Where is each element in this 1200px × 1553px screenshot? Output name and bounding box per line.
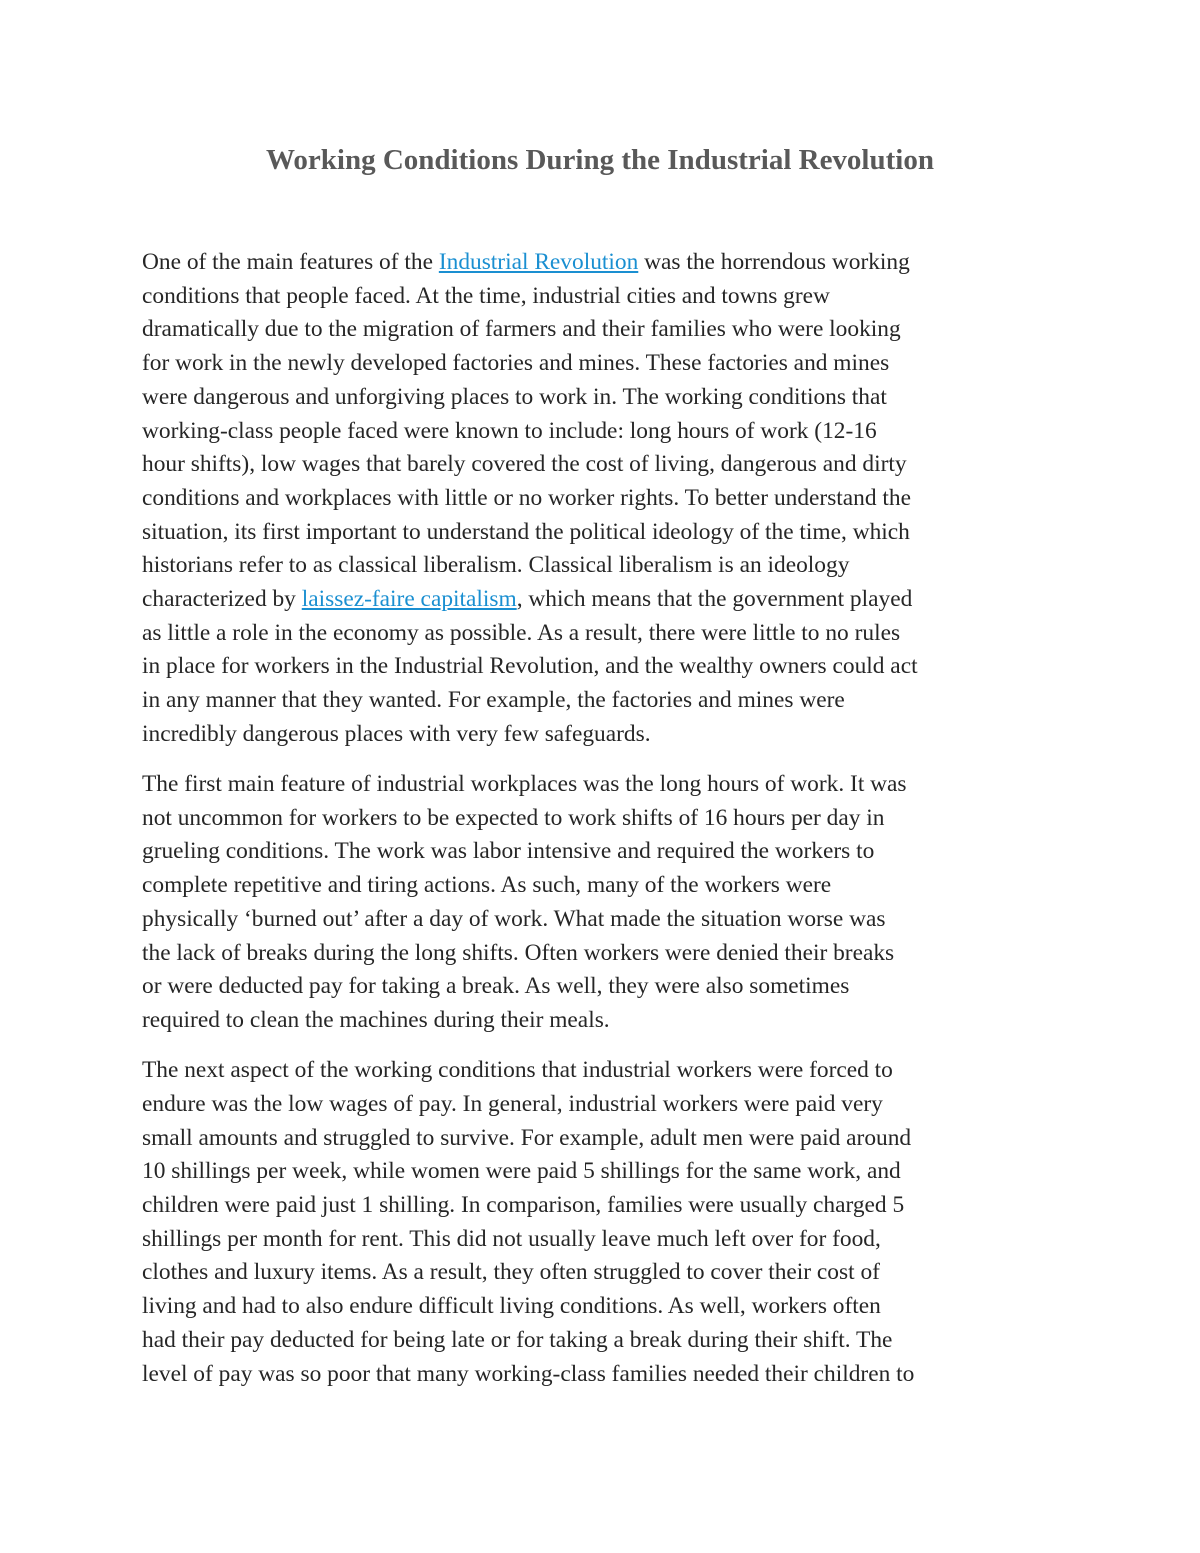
text-segment: One of the main features of the xyxy=(142,249,439,275)
text-line: situation, its first important to understand the political ideology of the time, which xyxy=(142,518,910,545)
text-line: dramatically due to the migration of farmers and their families who were looking xyxy=(142,316,901,343)
text-line: small amounts and struggled to survive. For example, adult men were paid around xyxy=(142,1124,912,1151)
text-line: required to clean the machines during their meals. xyxy=(142,1006,610,1033)
text-line: as little a role in the economy as possible. As a result, there were little to no rules xyxy=(142,619,901,646)
text-segment: , which means that the government played xyxy=(516,586,913,613)
hyperlink[interactable]: laissez-faire capitalism xyxy=(301,586,517,613)
text-line: physically ‘burned out’ after a day of work. What made the situation worse was xyxy=(142,905,886,932)
text-line: 10 shillings per week, while women were paid 5 shillings for the same work, and xyxy=(142,1158,901,1185)
text-segment: was the horrendous working xyxy=(638,249,910,275)
text-line: conditions that people faced. At the time, industrial cities and towns grew xyxy=(142,282,830,309)
text-line xyxy=(142,583,1072,617)
text-line: endure was the low wages of pay. In general, industrial workers were paid very xyxy=(142,1090,883,1117)
document-body xyxy=(142,246,1072,1408)
text-line: historians refer to as classical liberalism. Classical liberalism is an ideology xyxy=(142,552,850,579)
hyperlink[interactable]: Industrial Revolution xyxy=(438,249,639,275)
text-line: for work in the newly developed factories and mines. These factories and mines xyxy=(142,350,890,377)
text-line: were dangerous and unforgiving places to work in. The working conditions that xyxy=(142,383,887,410)
paragraph xyxy=(142,1054,1072,1391)
text-line: living and had to also endure difficult living conditions. As well, workers often xyxy=(142,1293,881,1320)
paragraph xyxy=(142,246,1072,752)
text-segment: characterized by xyxy=(142,586,302,613)
text-line: level of pay was so poor that many working-class families needed their children to xyxy=(142,1360,915,1387)
text-line: in place for workers in the Industrial Revolution, and the wealthy owners could act xyxy=(142,653,918,680)
text-line: or were deducted pay for taking a break. As well, they were also sometimes xyxy=(142,973,850,1000)
text-line: conditions and workplaces with little or no worker rights. To better understand the xyxy=(142,484,912,511)
document-title: Working Conditions During the Industrial Revolution xyxy=(266,144,934,176)
text-line: not uncommon for workers to be expected to work shifts of 16 hours per day in xyxy=(142,804,885,831)
text-line: shillings per month for rent. This did not usually leave much left over for food, xyxy=(142,1225,881,1252)
text-line: complete repetitive and tiring actions. As such, many of the workers were xyxy=(142,872,832,899)
text-line: hour shifts), low wages that barely covered the cost of living, dangerous and dirty xyxy=(142,451,907,478)
text-line: The first main feature of industrial workplaces was the long hours of work. It was xyxy=(142,771,907,798)
text-line: clothes and luxury items. As a result, they often struggled to cover their cost of xyxy=(142,1259,880,1286)
text-line: grueling conditions. The work was labor intensive and required the workers to xyxy=(142,838,875,865)
text-line: had their pay deducted for being late or for taking a break during their shift. The xyxy=(142,1326,893,1353)
text-line: working-class people faced were known to include: long hours of work (12-16 xyxy=(142,417,877,444)
text-line: the lack of breaks during the long shifts. Often workers were denied their breaks xyxy=(142,939,895,966)
text-line: in any manner that they wanted. For example, the factories and mines were xyxy=(142,687,845,714)
text-line xyxy=(142,246,1072,280)
text-line: incredibly dangerous places with very few safeguards. xyxy=(142,720,651,747)
text-line: The next aspect of the working conditions that industrial workers were forced to xyxy=(142,1057,893,1084)
paragraph xyxy=(142,768,1072,1038)
text-line: children were paid just 1 shilling. In comparison, families were usually charged 5 xyxy=(142,1191,905,1218)
